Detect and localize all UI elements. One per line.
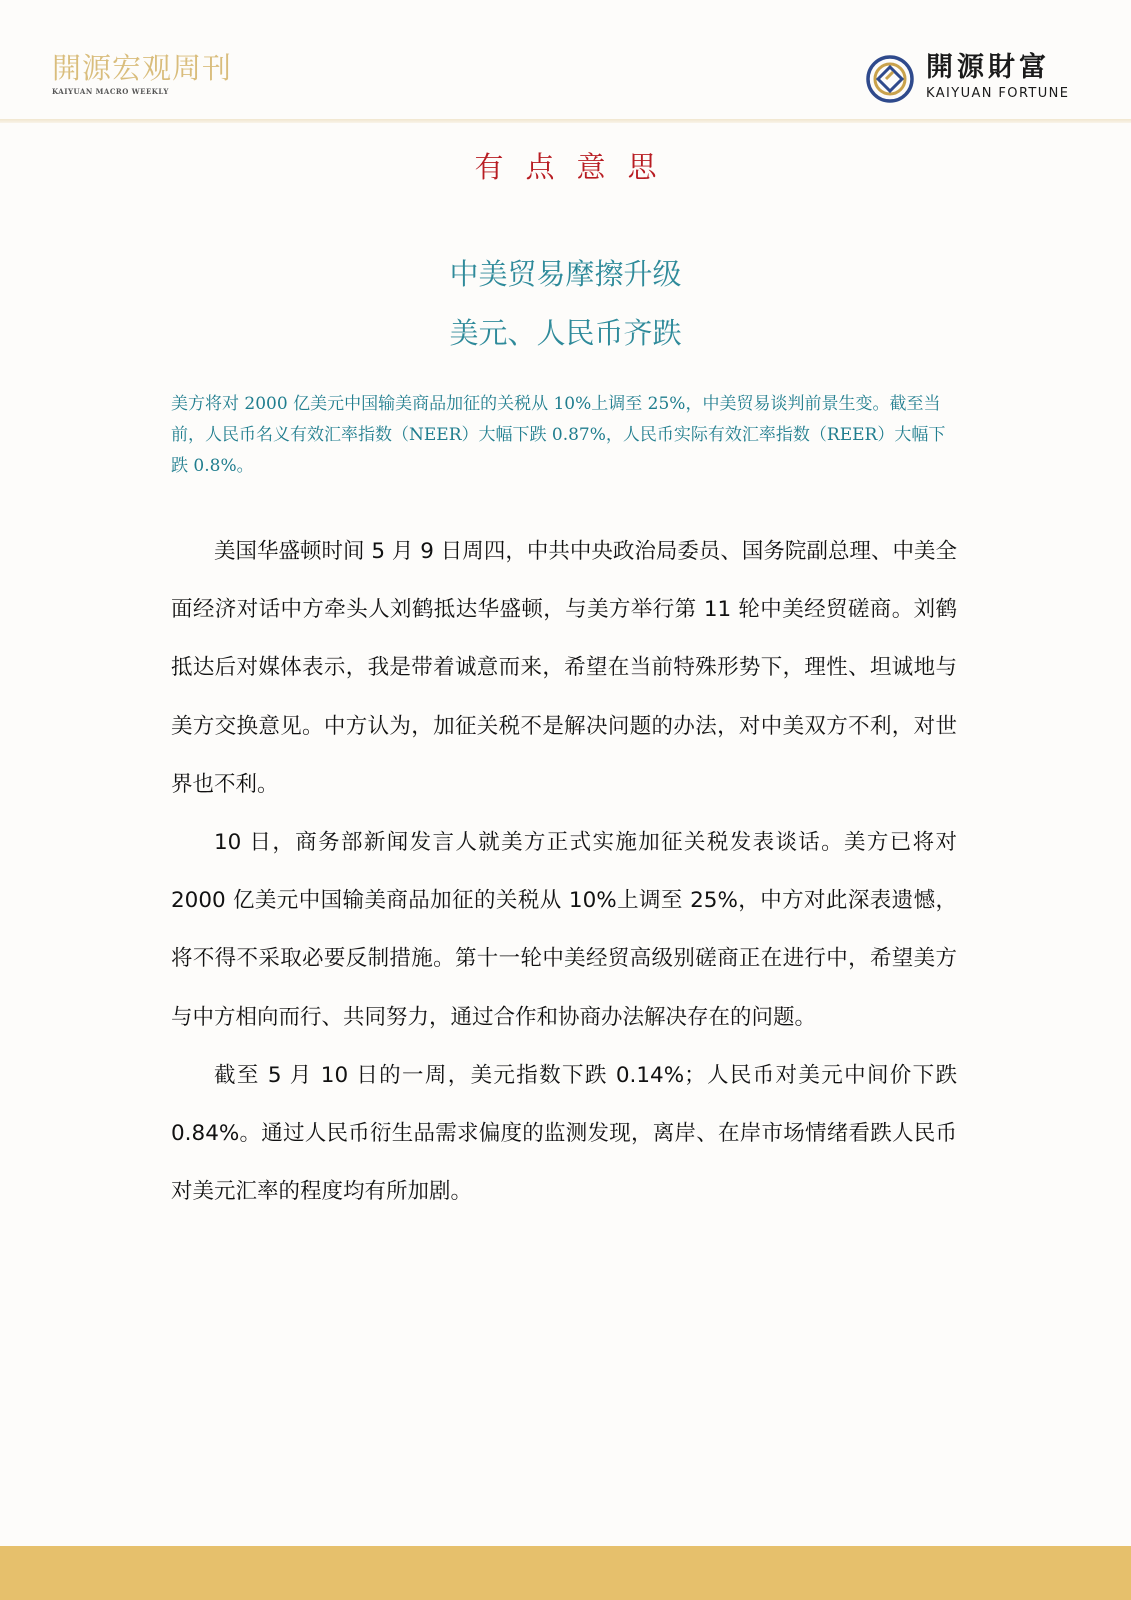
headline-line-1: 中美贸易摩擦升级 <box>449 257 682 291</box>
section-title: 有点意思 <box>474 150 679 184</box>
page-header <box>0 0 1131 120</box>
headline-line-2: 美元、人民币齐跌 <box>449 316 682 350</box>
article-abstract: 美方将对 2000 亿美元中国输美商品加征的关税从 10%上调至 25%，中美贸易谈判前景生变。截至当前，人民币名义有效汇率指数（NEER）大幅下跌 0.87%，人民币实际有效汇率指数（REER）大幅下跌 0.8%。 <box>171 394 946 476</box>
header-divider <box>0 119 1131 123</box>
body-paragraph: 10 日，商务部新闻发言人就美方正式实施加征关税发表谈话。美方已将对 2000 亿美元中国输美商品加征的关税从 10%上调至 25%，中方对此深表遗憾，将不得不采取必要反制措施。第十一轮中美经贸高级别磋商正在进行中，希望美方与中方相向而行、共同努力，通过合作和协商办法解决存在的问题。 <box>171 830 957 1030</box>
weekly-subtitle: KAIYUAN MACRO WEEKLY <box>52 87 169 96</box>
company-name-cn: 開源財富 <box>926 52 1050 83</box>
body-paragraph: 截至 5 月 10 日的一周，美元指数下跌 0.14%；人民币对美元中间价下跌 0.84%。通过人民币衍生品需求偏度的监测发现，离岸、在岸市场情绪看跌人民币对美元汇率的程度均有所加剧。 <box>171 1062 957 1205</box>
company-name-en: KAIYUAN FORTUNE <box>926 86 1070 101</box>
article-body <box>171 523 957 1221</box>
footer-band <box>0 1546 1131 1600</box>
kaiyuan-logo-icon <box>866 55 914 103</box>
weekly-title: 開源宏观周刊 <box>52 51 233 85</box>
body-paragraph: 美国华盛顿时间 5 月 9 日周四，中共中央政治局委员、国务院副总理、中美全面经济对话中方牵头人刘鹤抵达华盛顿，与美方举行第 11 轮中美经贸磋商。刘鹤抵达后对媒体表示，我是带着诚意而来，希望在当前特殊形势下，理性、坦诚地与美方交换意见。中方认为，加征关税不是解决问题的办法，对中美双方不利，对世界也不利。 <box>171 539 957 797</box>
weekly-brand <box>52 50 232 96</box>
